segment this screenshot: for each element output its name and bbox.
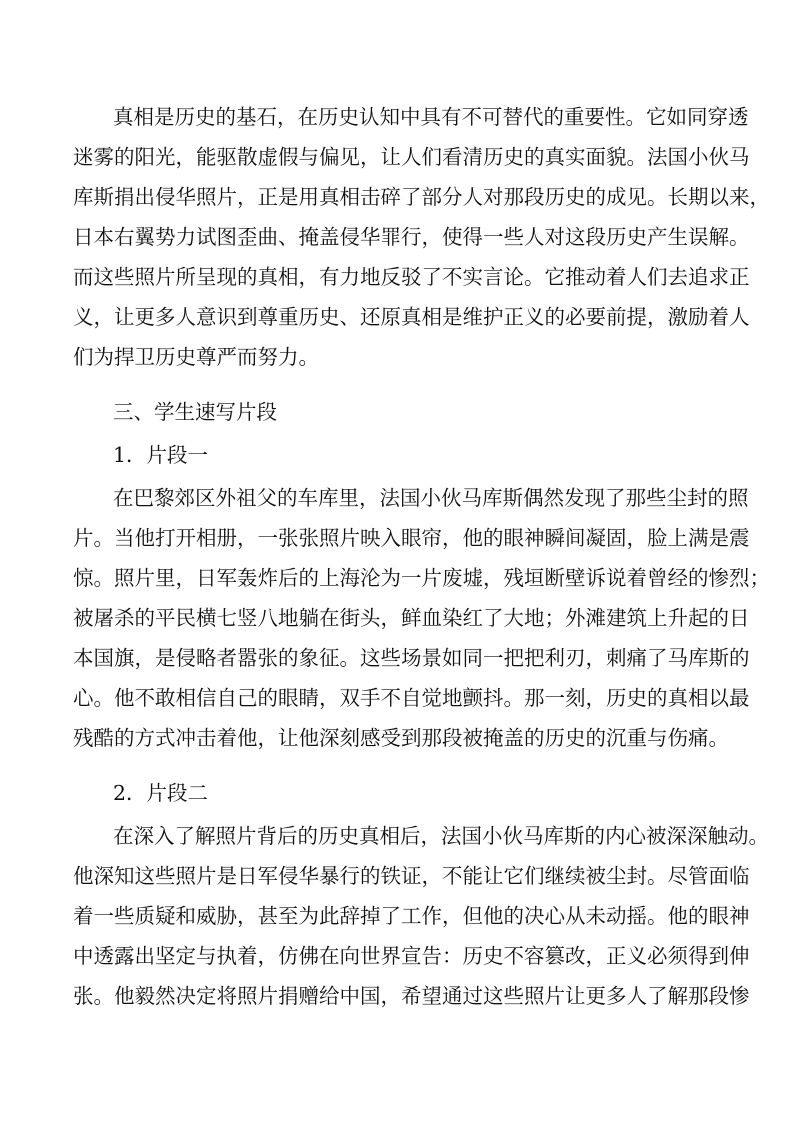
fragment-1-line-5: 本国旗，是侵略者嚣张的象征。这些场景如同一把把利刃，刺痛了马库斯的 xyxy=(73,646,750,670)
paragraph-1-line-7: 们为捍卫历史尊严而努力。 xyxy=(73,345,319,369)
fragment-1-line-6: 心。他不敢相信自己的眼睛，双手不自觉地颤抖。那一刻，历史的真相以最 xyxy=(73,686,750,710)
fragment-1-line-4: 被屠杀的平民横七竖八地躺在街头，鲜血染红了大地；外滩建筑上升起的日 xyxy=(73,606,750,630)
fragment-2-line-5: 张。他毅然决定将照片捐赠给中国，希望通过这些照片让更多人了解那段惨 xyxy=(73,984,750,1008)
section-heading: 三、学生速写片段 xyxy=(113,400,277,424)
fragment-2-line-3: 着一些质疑和威胁，甚至为此辞掉了工作，但他的决心从未动摇。他的眼神 xyxy=(73,904,750,928)
fragment-2-heading: 2．片段二 xyxy=(113,781,209,805)
paragraph-1-line-3: 库斯捐出侵华照片，正是用真相击碎了部分人对那段历史的成见。长期以来， xyxy=(73,185,770,209)
fragment-2-line-2: 他深知这些照片是日军侵华暴行的铁证，不能让它们继续被尘封。尽管面临 xyxy=(73,864,750,888)
fragment-2-line-1: 在深入了解照片背后的历史真相后，法国小伙马库斯的内心被深深触动。 xyxy=(113,824,769,848)
fragment-1-heading: 1．片段一 xyxy=(113,443,209,467)
paragraph-1-line-2: 迷雾的阳光，能驱散虚假与偏见，让人们看清历史的真实面貌。法国小伙马 xyxy=(73,145,750,169)
fragment-1-line-3: 惊。照片里，日军轰炸后的上海沦为一片废墟，残垣断壁诉说着曾经的惨烈； xyxy=(73,566,770,590)
fragment-1-line-7: 残酷的方式冲击着他，让他深刻感受到那段被掩盖的历史的沉重与伤痛。 xyxy=(73,726,729,750)
paragraph-1-line-1: 真相是历史的基石，在历史认知中具有不可替代的重要性。它如同穿透 xyxy=(113,105,749,129)
fragment-2-line-4: 中透露出坚定与执着，仿佛在向世界宣告：历史不容篡改，正义必须得到伸 xyxy=(73,944,750,968)
fragment-1-line-2: 片。当他打开相册，一张张照片映入眼帘，他的眼神瞬间凝固，脸上满是震 xyxy=(73,526,750,550)
paragraph-1-line-5: 而这些照片所呈现的真相，有力地反驳了不实言论。它推动着人们去追求正 xyxy=(73,265,750,289)
paragraph-1-line-6: 义，让更多人意识到尊重历史、还原真相是维护正义的必要前提，激励着人 xyxy=(73,305,750,329)
fragment-1-line-1: 在巴黎郊区外祖父的车库里，法国小伙马库斯偶然发现了那些尘封的照 xyxy=(113,486,749,510)
paragraph-1-line-4: 日本右翼势力试图歪曲、掩盖侵华罪行，使得一些人对这段历史产生误解。 xyxy=(73,225,750,249)
